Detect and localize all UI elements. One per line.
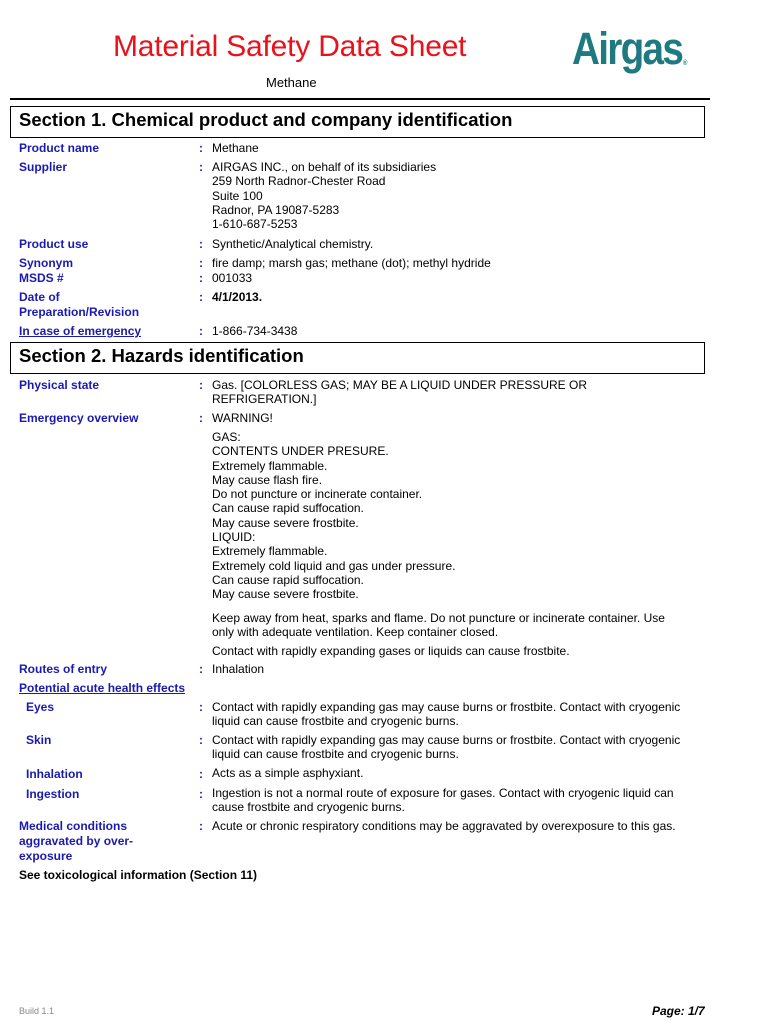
label-date-of-revision: Date of Preparation/Revision [19, 290, 140, 319]
colon: : [199, 787, 203, 801]
label-emergency-overview: Emergency overview [19, 411, 139, 425]
colon: : [199, 700, 203, 714]
colon: : [199, 378, 203, 392]
colon: : [199, 237, 203, 251]
value-emergency-phone: 1-866-734-3438 [212, 324, 298, 338]
logo-text: Airgas [572, 23, 683, 74]
colon: : [199, 271, 203, 285]
value-emergency-frostbite: Contact with rapidly expanding gases or liquids can cause frostbite. [212, 644, 570, 658]
section-1-heading: Section 1. Chemical product and company identification [10, 106, 705, 138]
colon: : [199, 733, 203, 747]
label-product-name: Product name [19, 141, 100, 155]
colon: : [199, 767, 203, 781]
value-routes-of-entry: Inhalation [212, 662, 265, 676]
section-2-heading: Section 2. Hazards identification [10, 342, 705, 374]
logo-trademark: ® [682, 60, 688, 67]
label-supplier: Supplier [19, 160, 68, 174]
colon: : [199, 324, 203, 338]
value-physical-state: Gas. [COLORLESS GAS; MAY BE A LIQUID UNDER PRESSURE OR REFRIGERATION.] [212, 378, 587, 407]
value-ingestion: Ingestion is not a normal route of exposure for gases. Contact with cryogenic liquid can cause frostbite and cryogenic burns. [212, 786, 674, 815]
value-emergency-precautions: Keep away from heat, sparks and flame. Do not puncture or incinerate container. Use only with adequate ventilation. Keep container closed. [212, 611, 665, 640]
colon: : [199, 819, 203, 833]
label-synonym: Synonym [19, 256, 74, 270]
label-medical-conditions: Medical conditions aggravated by over- exposure [19, 819, 134, 863]
toxicological-note: See toxicological information (Section 11) [19, 868, 258, 882]
value-medical-conditions: Acute or chronic respiratory conditions may be aggravated by overexposure to this gas. [212, 819, 676, 833]
colon: : [199, 256, 203, 270]
value-inhalation: Acts as a simple asphyxiant. [212, 766, 364, 780]
label-product-use: Product use [19, 237, 89, 251]
value-emergency-warning: WARNING! [212, 411, 273, 425]
colon: : [199, 141, 203, 155]
airgas-logo [572, 23, 688, 74]
label-skin: Skin [26, 733, 52, 747]
document-title: Material Safety Data Sheet [113, 30, 467, 63]
link-potential-acute-health-effects[interactable]: Potential acute health effects [19, 681, 186, 695]
label-physical-state: Physical state [19, 378, 100, 392]
value-product-use: Synthetic/Analytical chemistry. [212, 237, 374, 251]
label-eyes: Eyes [26, 700, 55, 714]
value-eyes: Contact with rapidly expanding gas may cause burns or frostbite. Contact with cryogenic liquid can cause frostbite and cryogenic burns. [212, 700, 681, 729]
value-emergency-hazards: GAS: CONTENTS UNDER PRESURE. Extremely flammable. May cause flash fire. Do not puncture or incinerate container. Can cause rapid suffocation. May cause severe frostbite. LIQUID: Extremely flammable. Extremely cold liquid and gas under pressure. Can cause rapid suffocation. May cause severe frostbite. [212, 430, 456, 602]
colon: : [199, 411, 203, 425]
label-msds-number: MSDS # [19, 271, 64, 285]
label-inhalation: Inhalation [26, 767, 83, 781]
value-skin: Contact with rapidly expanding gas may cause burns or frostbite. Contact with cryogenic liquid can cause frostbite and cryogenic burns. [212, 733, 681, 762]
value-synonym: fire damp; marsh gas; methane (dot); methyl hydride [212, 256, 491, 270]
colon: : [199, 662, 203, 676]
build-label: Build 1.1 [19, 1006, 55, 1016]
label-ingestion: Ingestion [26, 787, 80, 801]
header-rule [10, 98, 710, 100]
product-subtitle: Methane [266, 75, 317, 90]
colon: : [199, 160, 203, 174]
page-number: Page: 1/7 [652, 1004, 705, 1018]
value-product-name: Methane [212, 141, 259, 155]
link-in-case-of-emergency[interactable]: In case of emergency [19, 324, 142, 338]
value-date-of-revision: 4/1/2013. [212, 290, 263, 304]
value-supplier: AIRGAS INC., on behalf of its subsidiaries 259 North Radnor-Chester Road Suite 100 Radnor, PA 19087-5283 1-610-687-5253 [212, 160, 437, 232]
colon: : [199, 290, 203, 304]
value-msds-number: 001033 [212, 271, 253, 285]
label-routes-of-entry: Routes of entry [19, 662, 108, 676]
